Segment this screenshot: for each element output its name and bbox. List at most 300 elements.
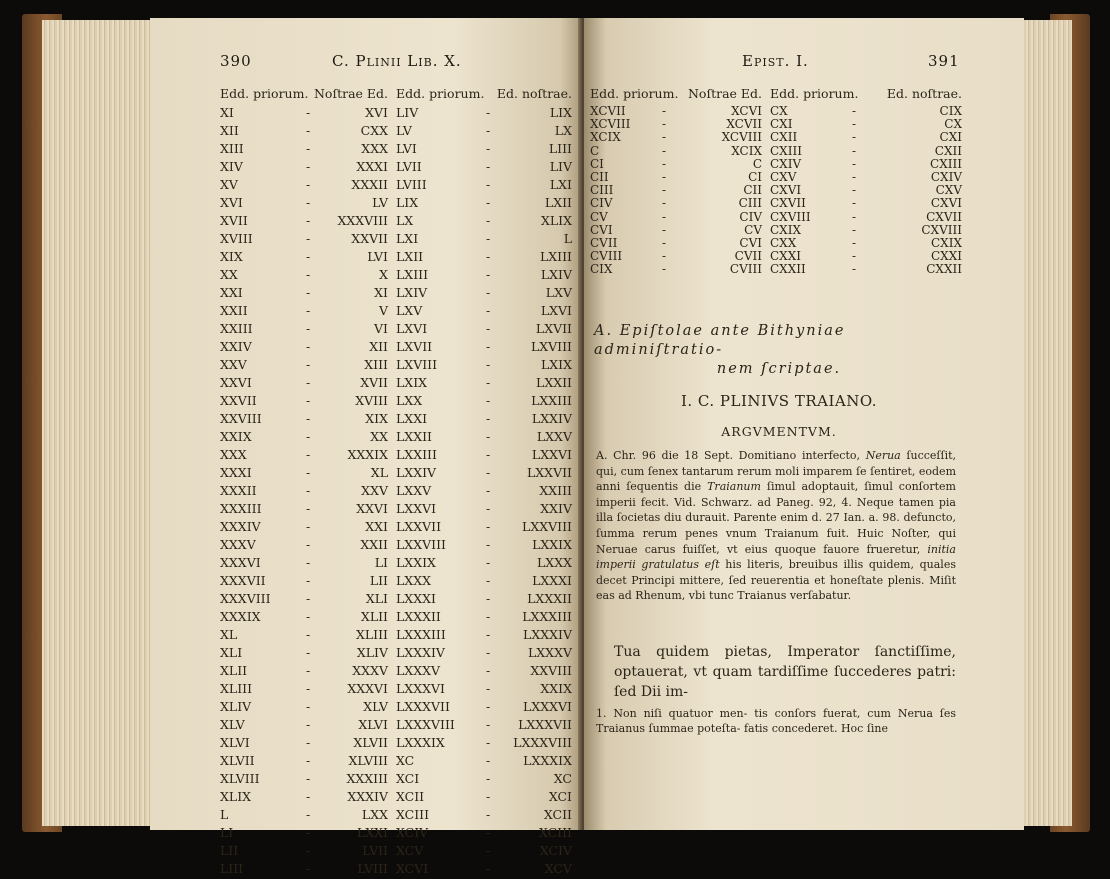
table-cell: - xyxy=(852,117,857,132)
table-cell: CXX xyxy=(360,123,388,138)
table-cell: - xyxy=(306,231,311,246)
table-row xyxy=(220,771,572,789)
table-cell: LIV xyxy=(396,105,419,120)
table-cell: XXXII xyxy=(351,177,388,192)
table-row xyxy=(220,645,572,663)
table-cell: XXVIII xyxy=(220,411,262,426)
table-cell: - xyxy=(306,681,311,696)
table-cell: XLVII xyxy=(353,735,388,750)
table-cell: XCVI xyxy=(396,861,429,876)
table-cell: XXVII xyxy=(351,231,388,246)
table-cell: XLIX xyxy=(220,789,252,804)
table-row xyxy=(220,141,572,159)
table-cell: LXIII xyxy=(396,267,429,282)
table-cell: - xyxy=(486,321,491,336)
table-cell: LXXXIV xyxy=(396,645,445,660)
table-cell: XXXIX xyxy=(220,609,261,624)
table-row xyxy=(220,663,572,681)
table-row xyxy=(220,231,572,249)
table-cell: LI xyxy=(374,555,388,570)
table-cell: - xyxy=(486,825,491,840)
concordance-table-right xyxy=(590,86,962,276)
table-cell: - xyxy=(306,627,311,642)
table-cell: - xyxy=(662,262,667,277)
table-cell: XCIV xyxy=(539,843,572,858)
table-cell: - xyxy=(486,537,491,552)
table-cell: LIII xyxy=(220,861,244,876)
table-cell: LXIX xyxy=(540,357,572,372)
table-cell: LXXXV xyxy=(527,645,572,660)
table-cell: - xyxy=(306,771,311,786)
table-cell: XCIII xyxy=(396,807,430,822)
table-cell: - xyxy=(852,262,857,277)
table-cell: XXII xyxy=(360,537,388,552)
table-cell: - xyxy=(486,573,491,588)
table-cell: XXIV xyxy=(540,501,572,516)
table-cell: XLIX xyxy=(540,213,572,228)
table-cell: - xyxy=(662,196,667,211)
table-cell: XXIII xyxy=(220,321,253,336)
table-cell: - xyxy=(306,501,311,516)
table-cell: XL xyxy=(220,627,238,642)
table-cell: LI xyxy=(220,825,234,840)
table-cell: XXII xyxy=(220,303,248,318)
table-cell: CXIV xyxy=(930,169,962,184)
table-cell: XXX xyxy=(220,447,247,462)
table-cell: XCVII xyxy=(726,117,762,132)
table-cell: XCIX xyxy=(590,130,621,145)
table-cell: XLVI xyxy=(358,717,388,732)
table-row xyxy=(220,843,572,861)
argument-text-4: his literis, breuibus illis quidem, quales decet Principi mittere, ſed reuerentia et honeſtate plenis. Miſit eas ad Rhenum, vbi tunc Traianus verſabatur. xyxy=(596,558,956,603)
table-cell: - xyxy=(306,753,311,768)
table-cell: XIII xyxy=(364,357,388,372)
page-number-right: 391 xyxy=(928,52,960,70)
table-row xyxy=(220,861,572,879)
table-cell: LXVI xyxy=(396,321,428,336)
table-cell: LXVI xyxy=(540,303,572,318)
table-cell: - xyxy=(486,141,491,156)
table-cell: - xyxy=(306,825,311,840)
table-cell: LII xyxy=(369,573,388,588)
table-cell: XLV xyxy=(363,699,388,714)
table-cell: XCIII xyxy=(538,825,572,840)
table-cell: LXXIV xyxy=(396,465,437,480)
table-row xyxy=(220,591,572,609)
table-cell: - xyxy=(852,249,857,264)
table-cell: LVIII xyxy=(396,177,427,192)
table-cell: - xyxy=(486,555,491,570)
table-cell: XLV xyxy=(220,717,245,732)
table-cell: XXXIV xyxy=(347,789,388,804)
table-cell: XLII xyxy=(220,663,248,678)
table-cell: - xyxy=(486,177,491,192)
table-cell: - xyxy=(306,735,311,750)
table-cell: - xyxy=(662,117,667,132)
table-cell: - xyxy=(486,735,491,750)
table-cell: XCVIII xyxy=(721,130,762,145)
table-cell: LXXIII xyxy=(531,393,572,408)
table-row xyxy=(220,105,572,123)
running-head-right: Epist. I. xyxy=(742,52,809,70)
table-cell: - xyxy=(852,156,857,171)
table-row xyxy=(220,393,572,411)
table-cell: - xyxy=(662,235,667,250)
letter-heading: I. C. PLINIVS TRAIANO. xyxy=(680,392,878,410)
table-cell: - xyxy=(486,411,491,426)
table-cell: CXXII xyxy=(926,262,962,277)
table-cell: XLI xyxy=(365,591,388,606)
table-cell: CXXI xyxy=(770,249,802,264)
table-cell: XXV xyxy=(361,483,388,498)
table-cell: CXI xyxy=(770,117,793,132)
table-cell: XXV xyxy=(220,357,247,372)
table-cell: CXX xyxy=(770,235,797,250)
table-cell: - xyxy=(306,303,311,318)
table-row xyxy=(220,123,572,141)
table-row xyxy=(220,411,572,429)
table-cell: CVI xyxy=(590,222,613,237)
table-cell: XCVI xyxy=(731,104,762,118)
table-cell: XLVIII xyxy=(348,753,388,768)
table-cell: XLVI xyxy=(220,735,250,750)
table-cell: XLIII xyxy=(355,627,388,642)
section-title xyxy=(594,322,964,379)
table-row xyxy=(220,681,572,699)
argument-name-nerua: Nerua xyxy=(865,449,901,462)
table-cell: XXIX xyxy=(540,681,572,696)
table-header-row xyxy=(220,86,572,105)
table-cell: XXXVIII xyxy=(220,591,271,606)
table-row xyxy=(220,321,572,339)
table-cell: LXXXVIII xyxy=(513,735,572,750)
table-cell: - xyxy=(486,807,491,822)
table-cell: - xyxy=(486,213,491,228)
table-cell: - xyxy=(486,771,491,786)
table-cell: - xyxy=(306,591,311,606)
table-cell: LXIX xyxy=(396,375,428,390)
table-cell: - xyxy=(486,285,491,300)
table-cell: - xyxy=(306,645,311,660)
table-cell: - xyxy=(486,249,491,264)
table-cell: - xyxy=(486,843,491,858)
table-header-cell: Edd. priorum. xyxy=(396,86,485,101)
argument-heading: ARGVMENTVM. xyxy=(721,424,837,439)
table-row xyxy=(220,789,572,807)
table-cell: XLIV xyxy=(220,699,252,714)
table-cell: LXXII xyxy=(536,375,572,390)
table-cell: XXXVIII xyxy=(337,213,388,228)
table-cell: LIV xyxy=(549,159,572,174)
table-cell: CXVII xyxy=(770,196,806,211)
table-cell: LXIV xyxy=(540,267,572,282)
table-cell: CXVI xyxy=(930,196,962,211)
table-cell: LXXXIV xyxy=(523,627,572,642)
table-cell: CXXII xyxy=(770,262,806,277)
table-cell: LXX xyxy=(361,807,388,822)
table-cell: CI xyxy=(590,156,604,171)
table-row xyxy=(590,158,962,171)
table-row xyxy=(220,357,572,375)
table-cell: XIV xyxy=(220,159,243,174)
table-cell: - xyxy=(852,169,857,184)
table-cell: XLII xyxy=(360,609,388,624)
table-header-cell: Ed. noſtrae. xyxy=(886,86,962,101)
table-row xyxy=(220,501,572,519)
footnote: 1. Non niſi quatuor men- tis conſors fuerat, cum Nerua ſes Traianus ſummae poteſta- fatis concederet. Hoc ſine xyxy=(596,707,956,735)
table-row xyxy=(220,699,572,717)
table-cell: - xyxy=(306,177,311,192)
table-cell: CI xyxy=(748,169,762,184)
table-cell: LXXVIII xyxy=(396,537,446,552)
table-cell: - xyxy=(486,357,491,372)
table-cell: LX xyxy=(554,123,572,138)
table-cell: - xyxy=(306,321,311,336)
table-row xyxy=(590,263,962,276)
table-header-cell: Edd. priorum. xyxy=(220,86,309,101)
table-header-cell: Ed. noſtrae. xyxy=(496,86,572,101)
table-cell: XCVIII xyxy=(590,117,631,132)
table-header-cell: Noſtrae Ed. xyxy=(687,86,762,101)
table-cell: XXXV xyxy=(352,663,388,678)
table-cell: LXVII xyxy=(396,339,433,354)
table-cell: CIII xyxy=(590,183,614,198)
table-cell: XCV xyxy=(544,861,572,876)
table-row xyxy=(220,519,572,537)
table-cell: LXXXI xyxy=(532,573,572,588)
table-cell: LV xyxy=(372,195,388,210)
table-cell: - xyxy=(306,699,311,714)
table-cell: XCV xyxy=(396,843,424,858)
table-cell: - xyxy=(306,609,311,624)
table-cell: - xyxy=(306,447,311,462)
table-row xyxy=(220,753,572,771)
table-cell: CVII xyxy=(590,235,618,250)
table-cell: - xyxy=(852,104,857,118)
table-cell: XXXVII xyxy=(220,573,266,588)
table-cell: XIX xyxy=(365,411,388,426)
table-row xyxy=(220,627,572,645)
table-cell: LXXIV xyxy=(531,411,572,426)
table-cell: CIX xyxy=(590,262,613,277)
table-cell: CVI xyxy=(739,235,762,250)
table-cell: XX xyxy=(220,267,238,282)
table-cell: - xyxy=(486,429,491,444)
table-cell: - xyxy=(662,249,667,264)
table-header-cell: Noſtrae Ed. xyxy=(313,86,388,101)
table-cell: CII xyxy=(743,183,762,198)
table-cell: - xyxy=(486,645,491,660)
table-cell: - xyxy=(306,141,311,156)
table-cell: LXVII xyxy=(535,321,572,336)
table-cell: LXXXIX xyxy=(523,753,572,768)
table-cell: XVIII xyxy=(355,393,388,408)
table-cell: LXXX xyxy=(537,555,572,570)
table-row xyxy=(220,339,572,357)
table-cell: - xyxy=(486,123,491,138)
running-head-left: C. Plinii Lib. X. xyxy=(332,52,462,70)
table-row xyxy=(220,537,572,555)
table-cell: XVI xyxy=(365,105,388,120)
table-row xyxy=(220,213,572,231)
table-cell: XXIX xyxy=(220,429,252,444)
table-cell: LXXI xyxy=(356,825,388,840)
table-cell: CXV xyxy=(935,183,962,198)
table-cell: - xyxy=(486,861,491,876)
table-cell: - xyxy=(486,303,491,318)
table-cell: - xyxy=(306,573,311,588)
table-cell: XXI xyxy=(365,519,388,534)
table-cell: XX xyxy=(370,429,388,444)
table-cell: CXII xyxy=(770,130,798,145)
table-row xyxy=(220,177,572,195)
page-number-left: 390 xyxy=(220,52,252,70)
table-cell: LXX xyxy=(396,393,423,408)
table-cell: LXIII xyxy=(539,249,572,264)
table-cell: CVIII xyxy=(729,262,762,277)
table-cell: CXIII xyxy=(770,143,802,158)
table-cell: XXVII xyxy=(220,393,257,408)
table-cell: XXXVI xyxy=(220,555,261,570)
table-cell: - xyxy=(662,104,667,118)
table-cell: LXXX xyxy=(396,573,431,588)
table-cell: - xyxy=(306,213,311,228)
table-cell: - xyxy=(306,249,311,264)
table-cell: XIX xyxy=(220,249,243,264)
table-cell: XXXV xyxy=(220,537,256,552)
table-cell: - xyxy=(486,375,491,390)
table-cell: LXV xyxy=(545,285,572,300)
table-cell: - xyxy=(662,143,667,158)
argument-name-traianum: Traianum xyxy=(707,480,761,494)
argument-text-1: A. Chr. 96 die 18 Sept. Domitiano interfecto, xyxy=(596,449,866,462)
table-cell: - xyxy=(486,159,491,174)
argument-quote: initia imperii gratulatus eſt xyxy=(596,542,956,572)
table-cell: - xyxy=(486,591,491,606)
table-cell: XVI xyxy=(220,195,243,210)
table-cell: XXIII xyxy=(539,483,572,498)
table-cell: - xyxy=(486,195,491,210)
table-cell: - xyxy=(306,717,311,732)
table-row xyxy=(220,465,572,483)
table-cell: LXXVI xyxy=(396,501,437,516)
table-cell: XVIII xyxy=(220,231,253,246)
table-cell: XI xyxy=(220,105,234,120)
table-cell: - xyxy=(852,209,857,224)
table-cell: - xyxy=(662,183,667,198)
table-row xyxy=(220,609,572,627)
table-row xyxy=(220,573,572,591)
table-header-cell: Edd. priorum. xyxy=(590,86,679,101)
table-row xyxy=(220,447,572,465)
table-cell: - xyxy=(306,483,311,498)
table-cell: XIII xyxy=(220,141,244,156)
table-cell: LXXXVI xyxy=(396,681,445,696)
table-cell: CIII xyxy=(738,196,762,211)
table-cell: - xyxy=(306,411,311,426)
table-cell: - xyxy=(486,465,491,480)
table-row xyxy=(220,555,572,573)
table-cell: - xyxy=(662,130,667,145)
table-row xyxy=(220,375,572,393)
table-cell: CV xyxy=(744,222,762,237)
table-row xyxy=(220,267,572,285)
table-cell: XC xyxy=(553,771,572,786)
table-cell: LXI xyxy=(549,177,572,192)
table-cell: - xyxy=(306,195,311,210)
concordance-table-left xyxy=(220,86,572,879)
section-label: A. xyxy=(594,323,614,339)
table-cell: LXXIX xyxy=(532,537,572,552)
table-row xyxy=(590,197,962,210)
table-cell: - xyxy=(486,231,491,246)
table-cell: LXXVI xyxy=(531,447,572,462)
table-row xyxy=(590,145,962,158)
table-cell: LXXVIII xyxy=(522,519,572,534)
table-cell: - xyxy=(486,789,491,804)
table-cell: XI xyxy=(374,285,388,300)
table-cell: XXIV xyxy=(220,339,252,354)
table-cell: XV xyxy=(220,177,238,192)
table-cell: - xyxy=(852,235,857,250)
table-cell: - xyxy=(306,663,311,678)
table-cell: - xyxy=(486,699,491,714)
table-cell: LXXV xyxy=(396,483,432,498)
table-cell: CXIX xyxy=(770,222,802,237)
table-row xyxy=(220,195,572,213)
table-cell: XL xyxy=(370,465,388,480)
table-row xyxy=(220,825,572,843)
table-cell: XXVI xyxy=(220,375,252,390)
table-cell: - xyxy=(852,130,857,145)
table-cell: LXXXII xyxy=(527,591,572,606)
table-cell: XXXIII xyxy=(220,501,262,516)
table-cell: XLVII xyxy=(220,753,255,768)
table-cell: CX xyxy=(944,117,962,132)
table-row xyxy=(220,429,572,447)
table-cell: LXXXII xyxy=(396,609,441,624)
table-cell: - xyxy=(306,843,311,858)
table-cell: LXXVII xyxy=(396,519,442,534)
table-cell: - xyxy=(306,123,311,138)
table-cell: LXXV xyxy=(536,429,572,444)
table-cell: - xyxy=(852,196,857,211)
table-cell: CXVII xyxy=(926,209,962,224)
table-row xyxy=(220,483,572,501)
table-cell: LV xyxy=(396,123,412,138)
table-cell: XLIV xyxy=(356,645,388,660)
table-cell: - xyxy=(662,209,667,224)
table-cell: - xyxy=(486,627,491,642)
table-cell: XCI xyxy=(396,771,420,786)
table-cell: - xyxy=(486,447,491,462)
table-cell: LXXI xyxy=(396,411,428,426)
table-cell: - xyxy=(306,789,311,804)
table-cell: XXVI xyxy=(356,501,388,516)
table-cell: XVII xyxy=(360,375,388,390)
table-row xyxy=(590,224,962,237)
table-row xyxy=(220,285,572,303)
table-cell: LII xyxy=(220,843,239,858)
table-cell: LXXXV xyxy=(396,663,441,678)
table-cell: LXXXIII xyxy=(522,609,572,624)
table-cell: LVII xyxy=(396,159,422,174)
table-cell: L xyxy=(563,231,572,246)
table-cell: - xyxy=(306,267,311,282)
table-cell: C xyxy=(590,143,600,158)
table-cell: XCIV xyxy=(396,825,429,840)
table-cell: LIII xyxy=(548,141,572,156)
